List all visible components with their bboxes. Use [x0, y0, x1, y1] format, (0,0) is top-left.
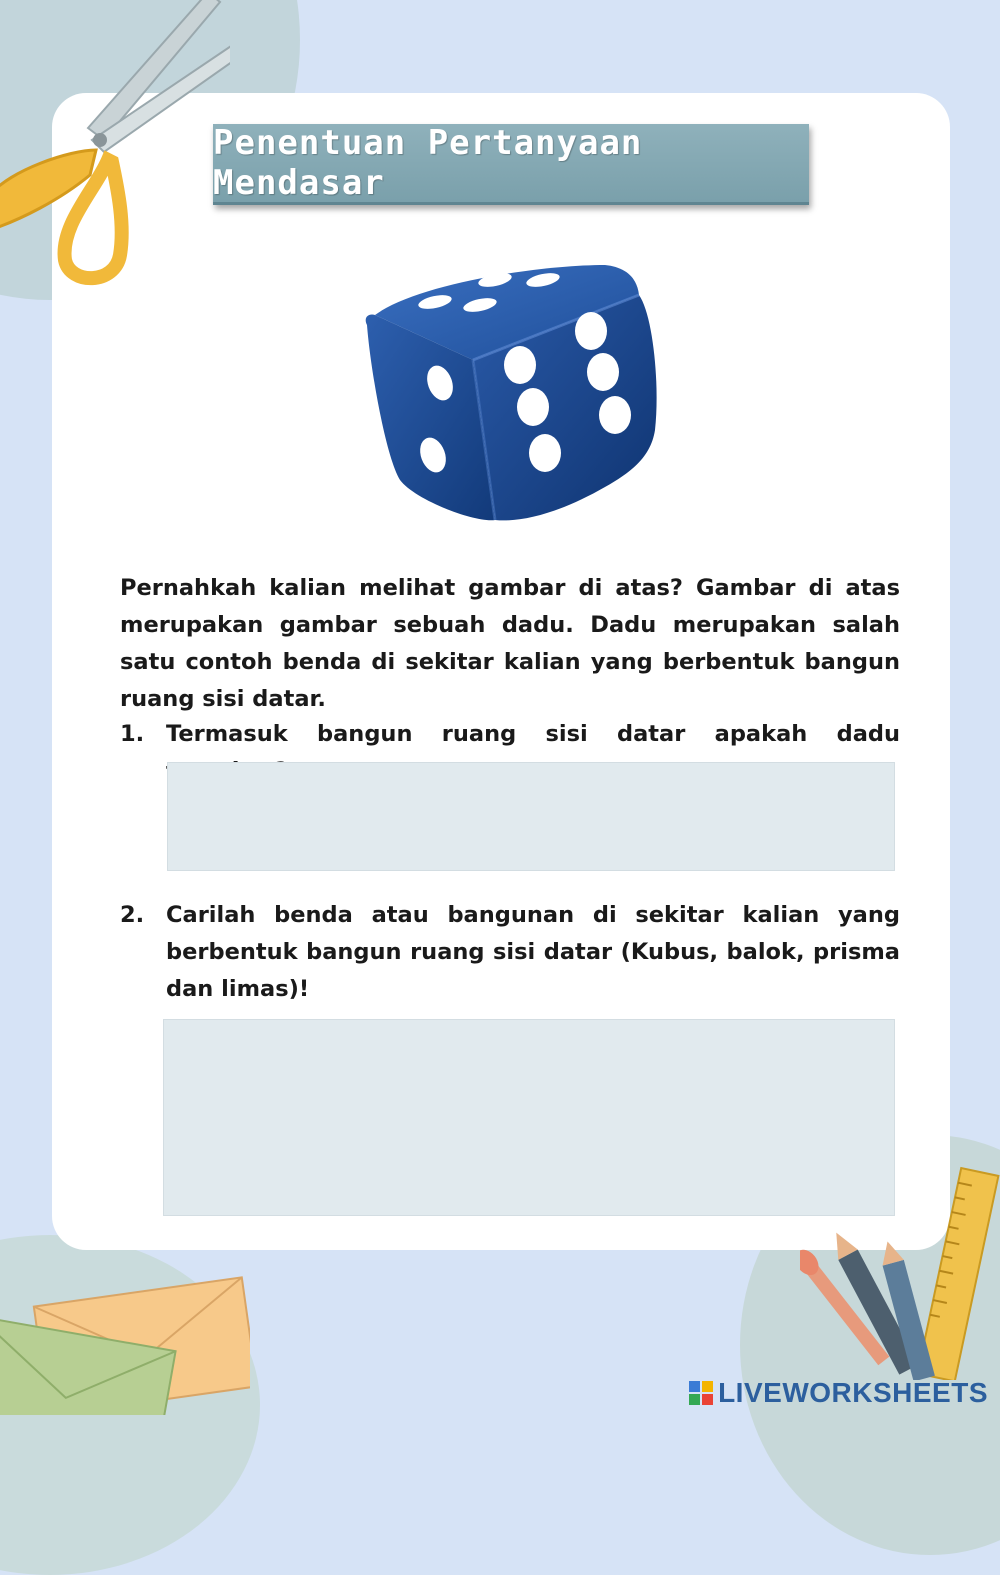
title-banner [213, 124, 809, 205]
page-title: Penentuan Pertanyaan Mendasar [213, 123, 643, 203]
answer-2-field[interactable] [163, 1019, 895, 1216]
liveworksheets-watermark [688, 1377, 988, 1409]
scissors-icon [0, 0, 230, 290]
question-number: 1. [120, 721, 145, 747]
liveworksheets-logo-icon [688, 1380, 714, 1406]
dice-icon [355, 255, 665, 530]
envelope-icon [0, 1265, 250, 1415]
answer-1-field[interactable] [167, 762, 895, 871]
question-2-text: Carilah benda atau bangunan di sekitar kalian yang berbentuk bangun ruang sisi datar (Kubus, balok, prisma dan limas)! [166, 902, 900, 1002]
intro-paragraph: Pernahkah kalian melihat gambar di atas? Gambar di atas merupakan gambar sebuah dadu. Dadu merupakan salah satu contoh benda di sekitar kalian yang berbentuk bangun ruang sisi datar. [120, 575, 900, 712]
ruler-icon [800, 1150, 1000, 1380]
question-1-text: Termasuk bangun ruang sisi datar apakah dadu [166, 721, 900, 747]
watermark-text: LIVEWORKSHEETS [718, 1377, 988, 1408]
question-number: 2. [120, 902, 145, 928]
